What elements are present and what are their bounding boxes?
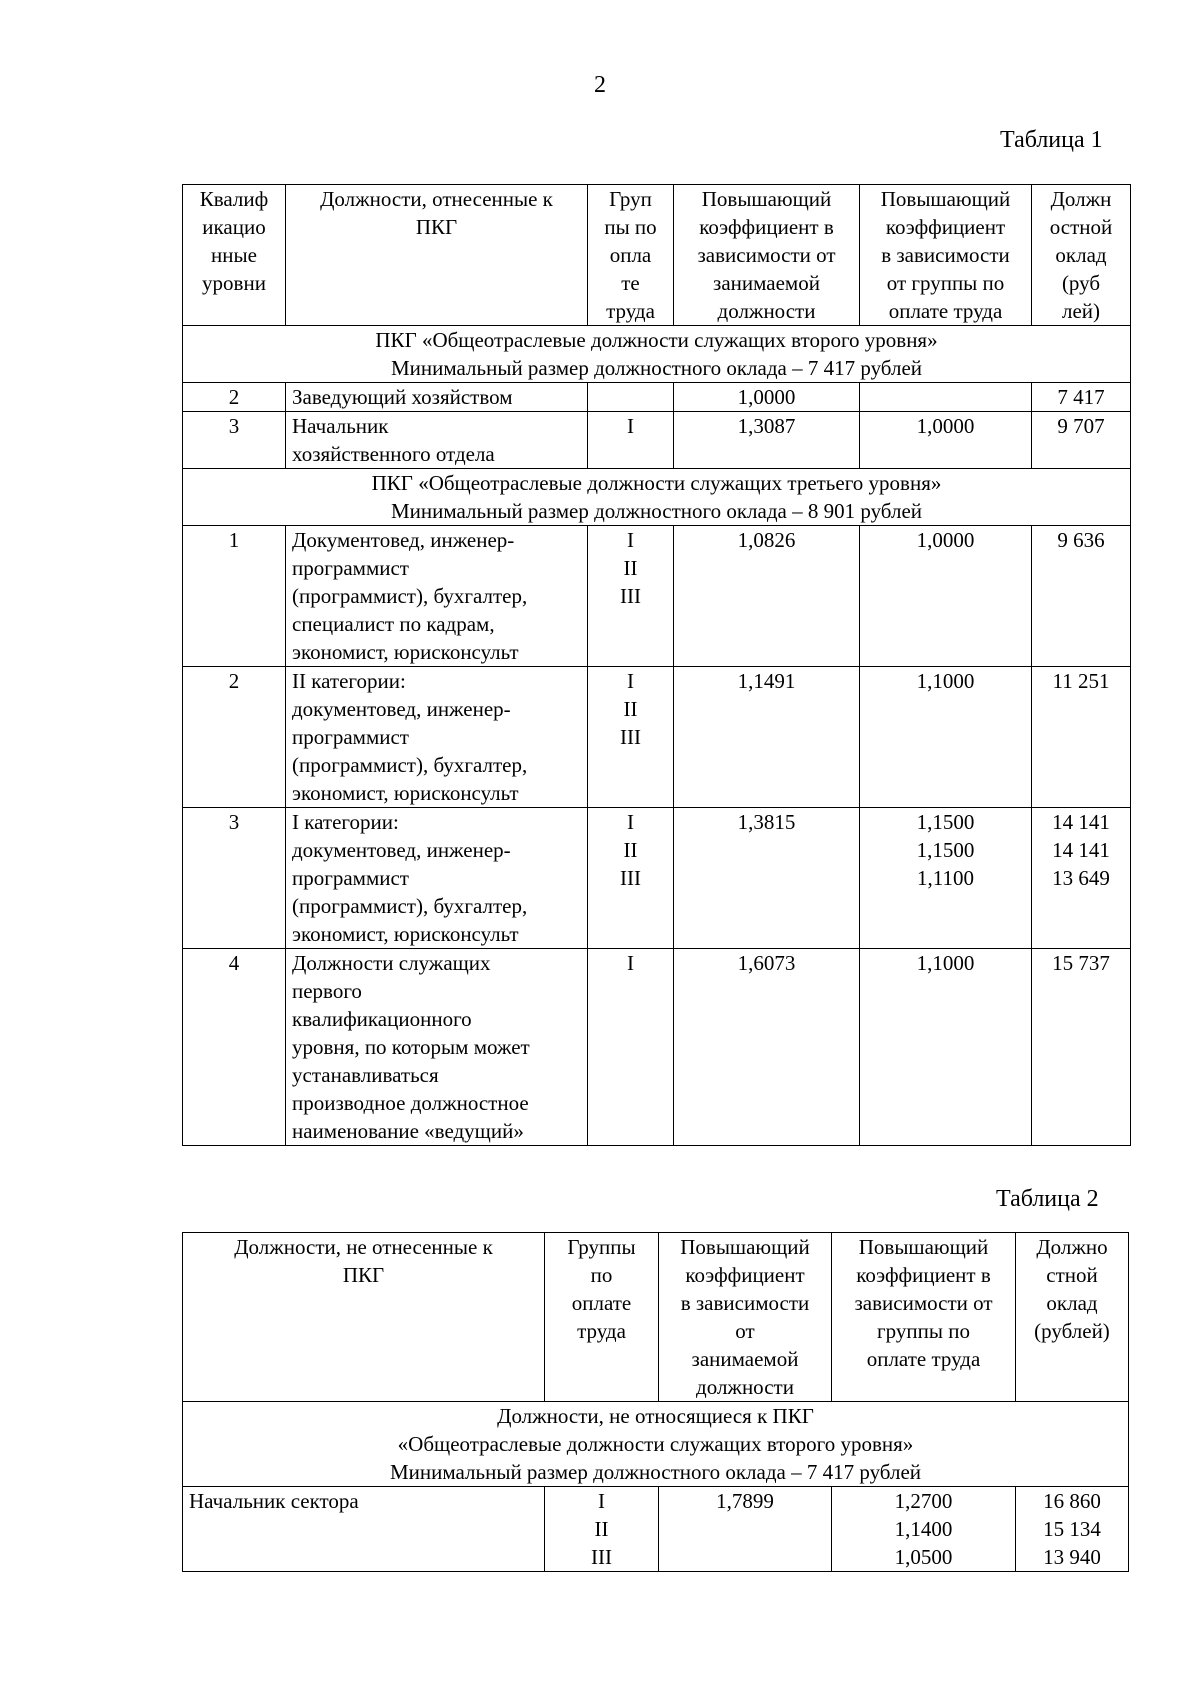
salary-line: 13 649: [1052, 866, 1110, 890]
header-coef-group-line: в зависимости: [881, 243, 1010, 267]
group-line: II: [623, 838, 638, 862]
group-cell: [588, 526, 674, 667]
header-salary: [1016, 1233, 1129, 1402]
header-salary-line: Должн: [1050, 187, 1112, 211]
group-line: II: [594, 1517, 609, 1541]
position-line: документовед, инженер-: [292, 697, 511, 721]
header-coef-position-line: должности: [717, 299, 816, 323]
header-coef-group-line: зависимости от: [854, 1291, 993, 1315]
level-cell: 2: [183, 667, 286, 808]
header-coef-position-line: Повышающий: [680, 1235, 810, 1259]
header-coef-position-line: должности: [696, 1375, 794, 1399]
salary-line: 9 707: [1057, 414, 1105, 438]
coef-group-cell: [860, 526, 1032, 667]
table2-header-row: [183, 1233, 1129, 1402]
header-level: [183, 185, 286, 326]
group-title-line: «Общеотраслевые должности служащих второго уровня»: [397, 1432, 914, 1456]
table1-group2-title-cell: [183, 469, 1131, 526]
position-cell: [286, 383, 588, 412]
group-cell: [588, 949, 674, 1146]
coef-position-cell: 1,3087: [674, 412, 860, 469]
table1: [182, 184, 1131, 1146]
salary-cell: [1032, 412, 1131, 469]
group-title-line: Должности, не относящиеся к ПКГ: [497, 1404, 814, 1428]
header-position-line: ПКГ: [342, 1263, 385, 1287]
position-cell: [286, 949, 588, 1146]
header-salary: [1032, 185, 1131, 326]
position-cell: [286, 526, 588, 667]
position-line: устанавливаться: [292, 1063, 439, 1087]
position-cell: [183, 1487, 545, 1572]
table2: [182, 1232, 1129, 1572]
group-line: I: [627, 951, 634, 975]
table-row: [183, 383, 1131, 412]
position-line: квалификационного: [292, 1007, 472, 1031]
header-coef-position-line: от: [735, 1319, 755, 1343]
header-group-line: те: [621, 271, 640, 295]
position-line: программист: [292, 725, 409, 749]
salary-cell: [1032, 383, 1131, 412]
coef-group-line: 1,1000: [916, 951, 975, 975]
header-salary-line: стной: [1046, 1263, 1098, 1287]
position-line: экономист, юрисконсульт: [292, 781, 519, 805]
position-line: специалист по кадрам,: [292, 612, 495, 636]
position-line: Документовед, инженер-: [292, 528, 515, 552]
header-coef-position-line: занимаемой: [713, 271, 820, 295]
coef-group-cell: [860, 412, 1032, 469]
table-row: [183, 808, 1131, 949]
salary-line: 14 141: [1052, 810, 1110, 834]
position-line: (программист), бухгалтер,: [292, 753, 528, 777]
position-line: Начальник сектора: [189, 1489, 359, 1513]
position-line: экономист, юрисконсульт: [292, 640, 519, 664]
header-group: [588, 185, 674, 326]
header-position-line: Должности, не отнесенные к: [234, 1235, 493, 1259]
position-line: Начальник: [292, 414, 389, 438]
position-line: программист: [292, 866, 409, 890]
table2-group-title-cell: [183, 1402, 1129, 1487]
header-position-line: Должности, отнесенные к: [320, 187, 553, 211]
coef-group-line: 1,1100: [917, 866, 974, 890]
salary-line: 15 134: [1043, 1517, 1101, 1541]
coef-group-cell: [860, 383, 1032, 412]
position-line: документовед, инженер-: [292, 838, 511, 862]
header-salary-line: Должно: [1036, 1235, 1108, 1259]
level-cell: 3: [183, 412, 286, 469]
table1-group1-title: [183, 326, 1131, 383]
coef-group-line: 1,0500: [894, 1545, 953, 1569]
group-cell: [588, 412, 674, 469]
header-level-line: нные: [211, 243, 257, 267]
group-title-line: ПКГ «Общеотраслевые должности служащих третьего уровня»: [371, 471, 942, 495]
salary-cell: [1016, 1487, 1129, 1572]
coef-position-cell: 1,7899: [659, 1487, 832, 1572]
header-coef-position: [659, 1233, 832, 1402]
header-position: [286, 185, 588, 326]
coef-group-line: 1,0000: [916, 414, 975, 438]
page-number: 2: [594, 72, 606, 98]
salary-line: 15 737: [1052, 951, 1110, 975]
table1-header-row: [183, 185, 1131, 326]
header-group-line: Группы: [567, 1235, 636, 1259]
position-cell: [286, 667, 588, 808]
salary-line: 7 417: [1057, 385, 1105, 409]
coef-group-cell: [860, 808, 1032, 949]
header-coef-group-line: оплате труда: [866, 1347, 981, 1371]
coef-position-cell: 1,0000: [674, 383, 860, 412]
position-cell: [286, 808, 588, 949]
position-line: I категории:: [292, 810, 399, 834]
group-cell: [588, 383, 674, 412]
group-title-line: ПКГ «Общеотраслевые должности служащих второго уровня»: [375, 328, 938, 352]
header-coef-group-line: от группы по: [886, 271, 1005, 295]
position-cell: [286, 412, 588, 469]
coef-group-line: 1,2700: [894, 1489, 953, 1513]
coef-group-line: 1,1000: [916, 669, 975, 693]
header-group-line: Груп: [609, 187, 652, 211]
table-row: [183, 1487, 1129, 1572]
level-cell: 2: [183, 383, 286, 412]
group-line: I: [627, 414, 634, 438]
group-line: I: [627, 810, 634, 834]
position-line: Должности служащих: [292, 951, 491, 975]
header-coef-group: [832, 1233, 1016, 1402]
header-coef-position-line: Повышающий: [701, 187, 832, 211]
position-line: Заведующий хозяйством: [292, 385, 513, 409]
coef-group-line: 1,1500: [916, 810, 975, 834]
header-group-line: труда: [606, 299, 655, 323]
position-line: (программист), бухгалтер,: [292, 584, 528, 608]
header-coef-group-line: Повышающий: [880, 187, 1011, 211]
header-salary-line: лей): [1061, 299, 1101, 323]
group-cell: [588, 808, 674, 949]
table-row: [183, 412, 1131, 469]
group-title-line: Минимальный размер должностного оклада – 7 417 рублей: [391, 356, 922, 380]
salary-cell: [1032, 667, 1131, 808]
group-line: III: [620, 866, 641, 890]
position-line: экономист, юрисконсульт: [292, 922, 519, 946]
table1-group1-title-cell: [183, 326, 1131, 383]
header-coef-group-line: Повышающий: [858, 1235, 989, 1259]
salary-cell: [1032, 949, 1131, 1146]
header-salary-line: оклад: [1055, 243, 1107, 267]
header-coef-group-line: оплате труда: [888, 299, 1003, 323]
position-line: программист: [292, 556, 409, 580]
group-title-line: Минимальный размер должностного оклада – 7 417 рублей: [390, 1460, 921, 1484]
level-cell: 4: [183, 949, 286, 1146]
header-salary-line: (рублей): [1034, 1319, 1110, 1343]
group-title-line: Минимальный размер должностного оклада – 8 901 рублей: [391, 499, 922, 523]
header-coef-position-line: занимаемой: [691, 1347, 799, 1371]
level-cell: 1: [183, 526, 286, 667]
header-salary-line: оклад: [1046, 1291, 1098, 1315]
group-cell: [545, 1487, 659, 1572]
coef-group-line: 1,0000: [916, 528, 975, 552]
coef-group-line: 1,1500: [916, 838, 975, 862]
position-line: уровня, по которым может: [292, 1035, 530, 1059]
header-salary-line: (руб: [1061, 271, 1101, 295]
coef-group-line: 1,1400: [894, 1517, 953, 1541]
group-line: III: [620, 584, 641, 608]
salary-cell: [1032, 526, 1131, 667]
coef-group-cell: [860, 667, 1032, 808]
group-line: III: [620, 725, 641, 749]
salary-line: 11 251: [1052, 669, 1110, 693]
position-line: II категории:: [292, 669, 406, 693]
group-line: I: [627, 669, 634, 693]
header-level-line: икацио: [202, 215, 266, 239]
header-coef-position-line: зависимости от: [697, 243, 836, 267]
group-line: I: [627, 528, 634, 552]
salary-line: 13 940: [1043, 1545, 1101, 1569]
header-position: [183, 1233, 545, 1402]
salary-line: 16 860: [1043, 1489, 1101, 1513]
group-line: I: [598, 1489, 605, 1513]
position-line: (программист), бухгалтер,: [292, 894, 528, 918]
header-level-line: Квалиф: [199, 187, 269, 211]
header-group-line: пы по: [604, 215, 657, 239]
group-cell: [588, 667, 674, 808]
coef-position-cell: 1,3815: [674, 808, 860, 949]
header-position-line: ПКГ: [415, 215, 458, 239]
group-line: II: [623, 556, 638, 580]
table-row: [183, 526, 1131, 667]
position-line: хозяйственного отдела: [292, 442, 495, 466]
table-row: [183, 667, 1131, 808]
header-coef-position-line: коэффициент в: [699, 215, 834, 239]
header-coef-position-line: в зависимости: [680, 1291, 810, 1315]
coef-position-cell: 1,0826: [674, 526, 860, 667]
header-level-line: уровни: [202, 271, 266, 295]
table-row: [183, 949, 1131, 1146]
group-line: II: [623, 697, 638, 721]
header-coef-group-line: группы по: [877, 1319, 970, 1343]
coef-group-cell: [860, 949, 1032, 1146]
position-line: наименование «ведущий»: [292, 1119, 524, 1143]
level-cell: 3: [183, 808, 286, 949]
header-group-line: труда: [577, 1319, 626, 1343]
table1-group2-title: [183, 469, 1131, 526]
salary-cell: [1032, 808, 1131, 949]
header-group-line: оплате: [571, 1291, 632, 1315]
position-line: первого: [292, 979, 362, 1003]
coef-position-cell: 1,1491: [674, 667, 860, 808]
header-coef-position: [674, 185, 860, 326]
position-line: производное должностное: [292, 1091, 529, 1115]
header-coef-position-line: коэффициент: [685, 1263, 805, 1287]
header-group: [545, 1233, 659, 1402]
salary-line: 9 636: [1057, 528, 1105, 552]
header-coef-group-line: коэффициент: [885, 215, 1006, 239]
table2-caption: Таблица 2: [996, 1186, 1099, 1212]
group-line: III: [591, 1545, 612, 1569]
header-group-line: по: [590, 1263, 613, 1287]
header-coef-group: [860, 185, 1032, 326]
coef-position-cell: 1,6073: [674, 949, 860, 1146]
salary-line: 14 141: [1052, 838, 1110, 862]
header-salary-line: остной: [1049, 215, 1113, 239]
coef-group-cell: [832, 1487, 1016, 1572]
header-group-line: опла: [609, 243, 652, 267]
header-coef-group-line: коэффициент в: [856, 1263, 991, 1287]
table1-caption: Таблица 1: [1000, 127, 1103, 153]
table2-group-title: [183, 1402, 1129, 1487]
